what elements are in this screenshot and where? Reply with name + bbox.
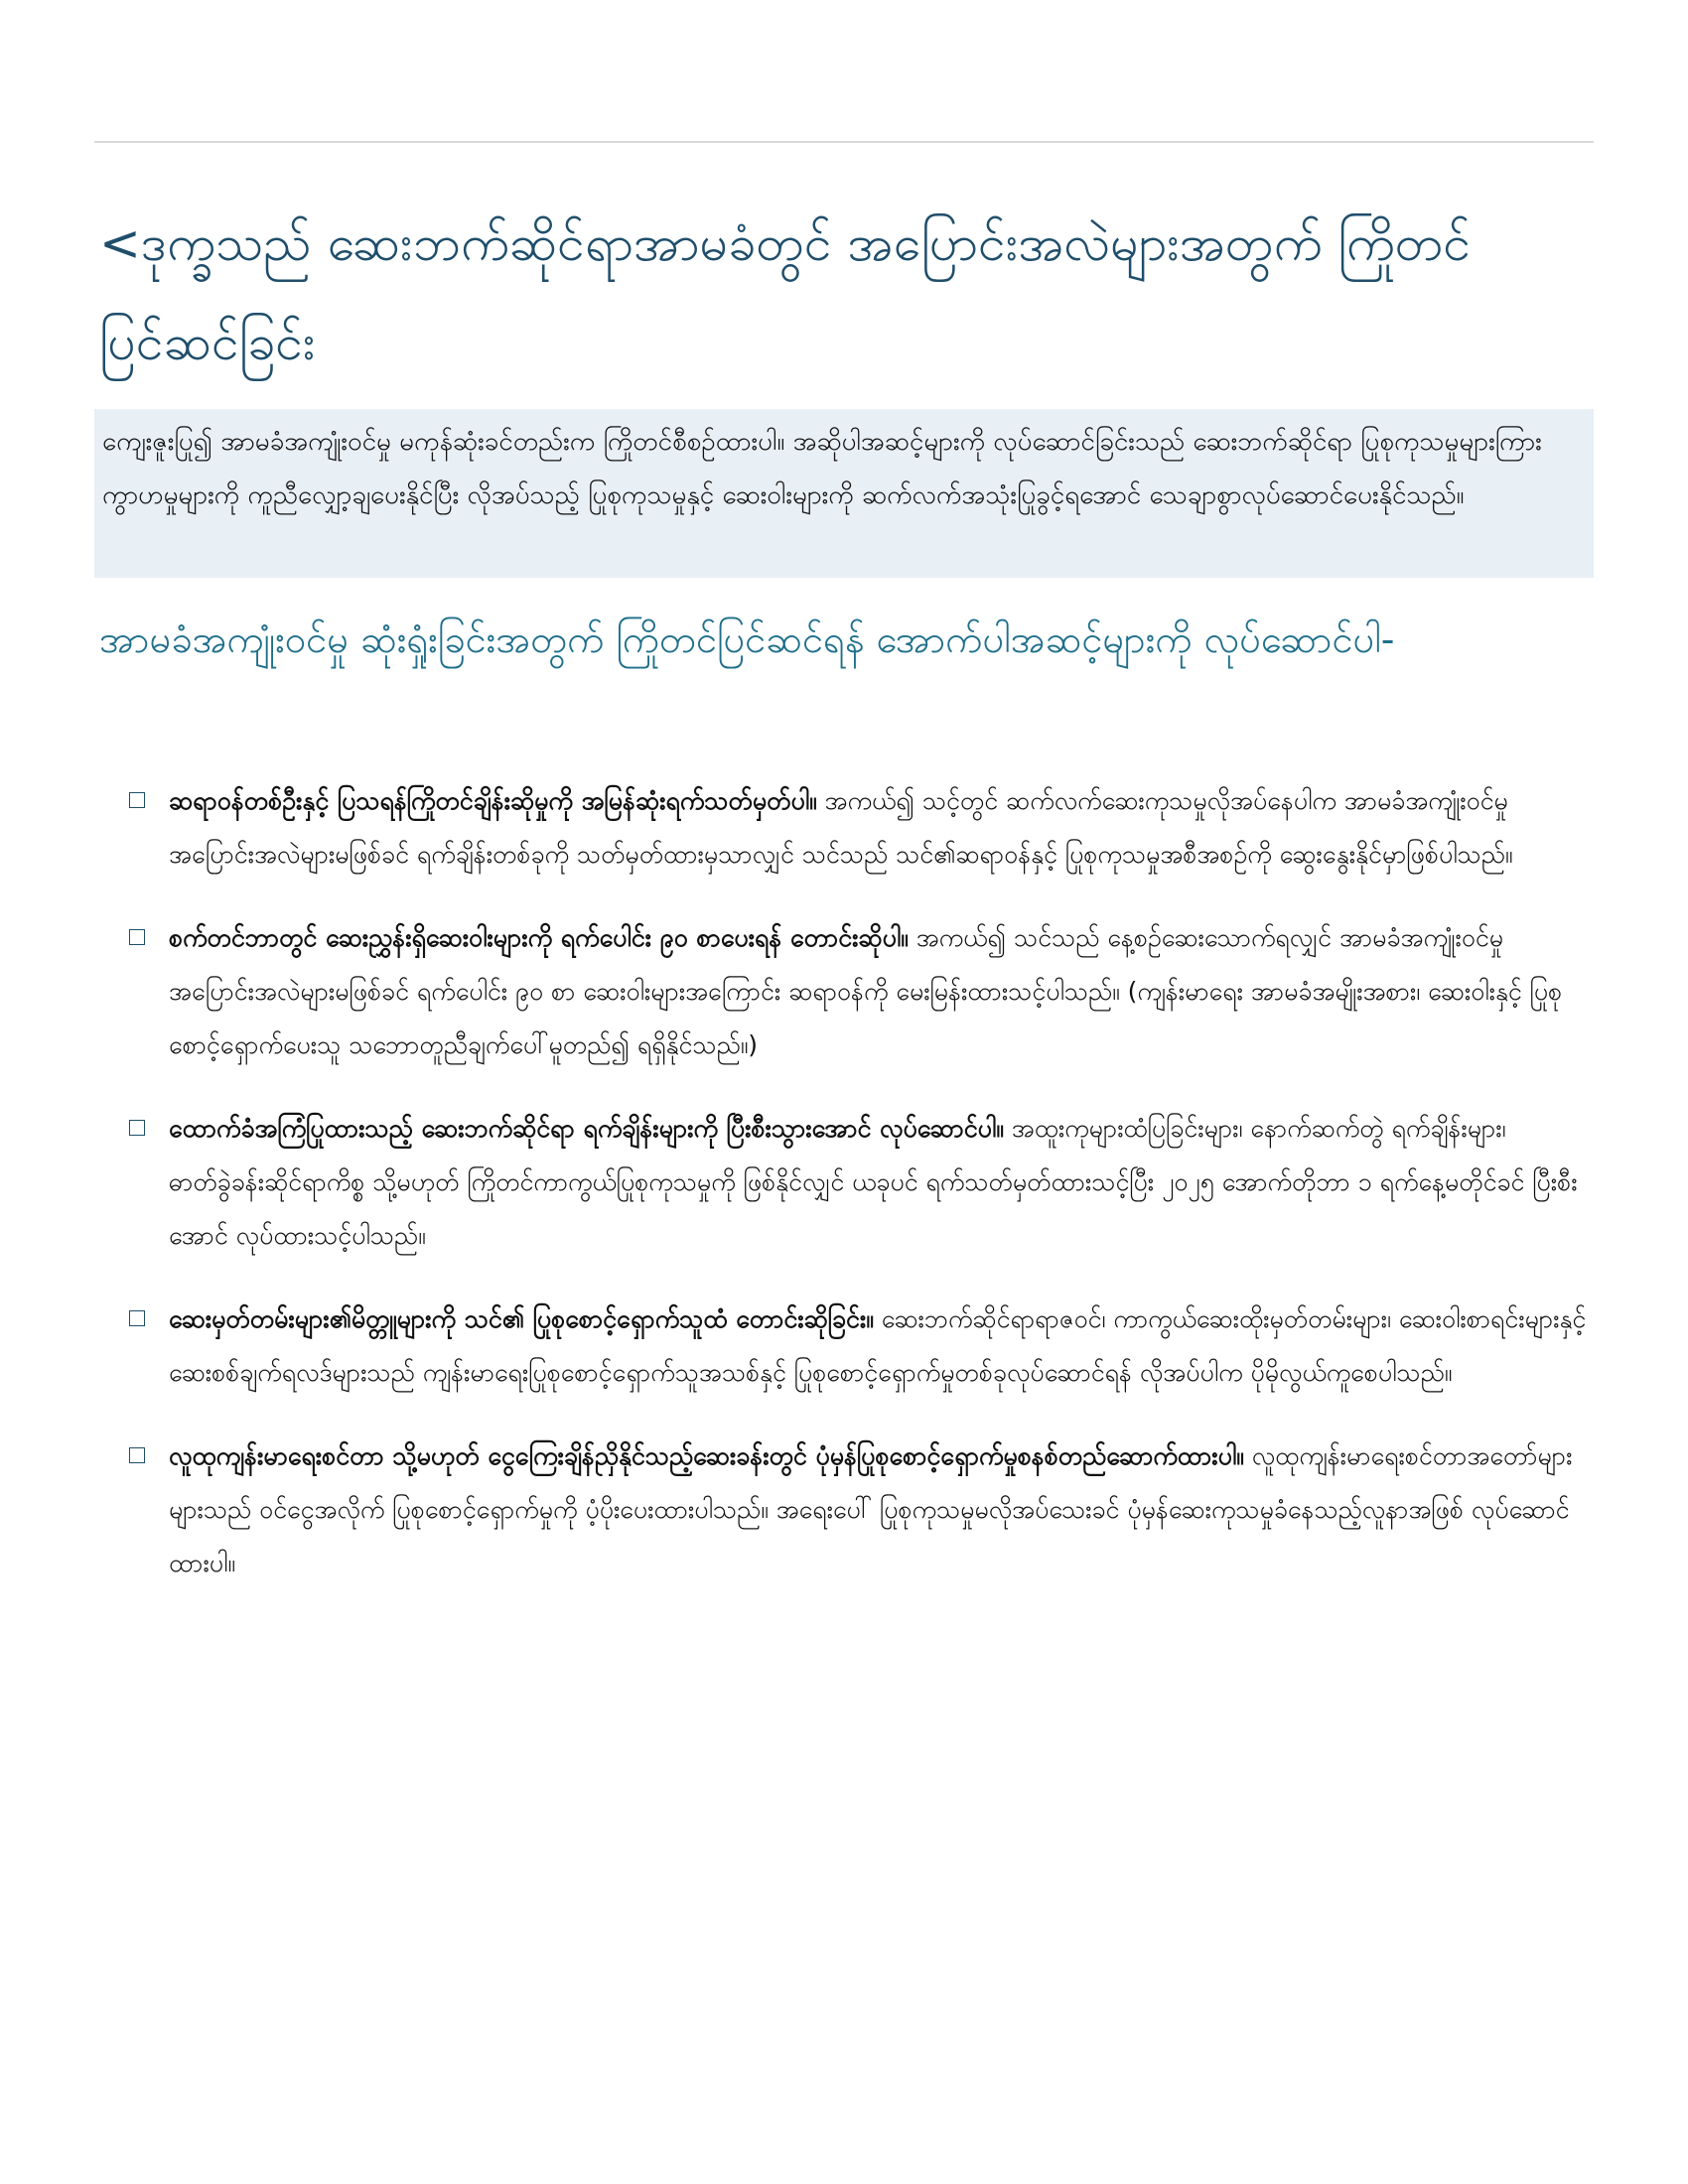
checklist-item-lead: စက်တင်ဘာတွင် ဆေးညွှန်းရှိဆေးဝါးများကို ရက်ပေါင်း ၉၀ စာပေးရန် တောင်းဆိုပါ။ [169,923,909,952]
checkbox-icon [129,1120,145,1136]
checklist-item-body: လူထုကျန်းမာရေးစင်တာအတော်များများသည် ဝင်ငွေအလိုက် ပြုစုစောင့်ရှောက်မှုကို ပံ့ပိုးပေးထားပါသည်။ အရေးပေါ် ပြုစုကုသမှုမလိုအပ်သေးခင် ပုံမှန်ဆေးကုသမှုခံနေသည့်လူနာအဖြစ် လုပ်ဆောင်ထားပါ။ [169,1441,1573,1577]
intro-callout: ကျေးဇူးပြု၍ အာမခံအကျုံးဝင်မှု မကုန်ဆုံးခင်တည်းက ကြိုတင်စီစဉ်ထားပါ။ အဆိုပါအဆင့်များကို လုပ်ဆောင်ခြင်းသည် ဆေးဘက်ဆိုင်ရာ ပြုစုကုသမှုများကြား ကွာဟမှုများကို ကူညီလျှော့ချပေးနိုင်ပြီး လိုအပ်သည့် ပြုစုကုသမှုနှင့် ဆေးဝါးများကို ဆက်လက်အသုံးပြုခွင့်ရအောင် သေချာစွာလုပ်ဆောင်ပေးနိုင်သည်။ [94,409,1594,578]
page-title: <ဒုက္ခသည် ဆေးဘက်ဆိုင်ရာအာမခံတွင် အပြောင်းအလဲများအတွက် ကြိုတင်ပြင်ဆင်ခြင်း [99,214,1472,371]
checkbox-icon [129,792,145,808]
checkbox-icon [129,1310,145,1326]
checklist-item-body: အကယ်၍ သင့်တွင် ဆက်လက်ဆေးကုသမှုလိုအပ်နေပါက အာမခံအကျုံးဝင်မှုအပြောင်းအလဲများမဖြစ်ခင် ရက်ချိန်းတစ်ခုကို သတ်မှတ်ထားမှသာလျှင် သင်သည် သင်၏ဆရာဝန်နှင့် ပြုစုကုသမှုအစီအစဉ်ကို ဆွေးနွေးနိုင်မှာဖြစ်ပါသည်။ [169,786,1513,869]
checklist-item-body: ဆေးဘက်ဆိုင်ရာရာဇဝင်၊ ကာကွယ်ဆေးထိုးမှတ်တမ်းများ၊ ဆေးဝါးစာရင်းများနှင့် ဆေးစစ်ချက်ရလဒ်များသည် ကျန်းမာရေးပြုစုစောင့်ရှောက်သူအသစ်နှင့် ပြုစုစောင့်ရှောက်မှုတစ်ခုလုပ်ဆောင်ရန် လိုအပ်ပါက ပိုမိုလွယ်ကူစေပါသည်။ [169,1304,1587,1387]
checkbox-icon [129,929,145,945]
checklist-item-appointment [129,774,1599,882]
checkbox-icon [129,1447,145,1463]
checklist-item-lead: ထောက်ခံအကြံပြုထားသည့် ဆေးဘက်ဆိုင်ရာ ရက်ချိန်းများကို ပြီးစီးသွားအောင် လုပ်ဆောင်ပါ။ [169,1114,1004,1143]
checklist-item-lead: ဆေးမှတ်တမ်းများ၏မိတ္တူများကို သင်၏ ပြုစုစောင့်ရှောက်သူထံ တောင်းဆိုခြင်း။ [169,1304,874,1333]
checklist-item-prescriptions [129,911,1599,1072]
checklist-item-lead: လူထုကျန်းမာရေးစင်တာ သို့မဟုတ် ငွေကြေးချိန်ညှိနိုင်သည့်ဆေးခန်းတွင် ပုံမှန်ပြုစုစောင့်ရှောက်မှုစနစ်တည်ဆောက်ထားပါ။ [169,1441,1244,1470]
checklist-item-community-clinic [129,1430,1599,1590]
header-divider [94,141,1594,143]
checklist-item-medical-records [129,1293,1599,1400]
checklist-item-recommended-appointments [129,1102,1599,1263]
checklist-item-body: အထူးကုများထံပြခြင်းများ၊ နောက်ဆက်တွဲ ရက်ချိန်းများ၊ ဓာတ်ခွဲခန်းဆိုင်ရာကိစ္စ သို့မဟုတ် ကြိုတင်ကာကွယ်ပြုစုကုသမှုကို ဖြစ်နိုင်လျှင် ယခုပင် ရက်သတ်မှတ်ထားသင့်ပြီး ၂၀၂၅ အောက်တိုဘာ ၁ ရက်နေ့မတိုင်ခင် ပြီးစီးအောင် လုပ်ထားသင့်ပါသည်။ [169,1114,1578,1250]
checklist-item-body: အကယ်၍ သင်သည် နေ့စဉ်ဆေးသောက်ရလျှင် အာမခံအကျုံးဝင်မှု အပြောင်းအလဲများမဖြစ်ခင် ရက်ပေါင်း ၉၀ စာ ဆေးဝါးများအကြောင်း ဆရာဝန်ကို မေးမြန်းထားသင့်ပါသည်။ (ကျန်းမာရေး အာမခံအမျိုးအစား၊ ဆေးဝါးနှင့် ပြုစုစောင့်ရှောက်ပေးသူ သဘောတူညီချက်ပေါ်မူတည်၍ ရရှိနိုင်သည်။) [169,923,1563,1059]
steps-heading: အာမခံအကျုံးဝင်မှု ဆုံးရှုံးခြင်းအတွက် ကြိုတင်ပြင်ဆင်ရန် အောက်ပါအဆင့်များကို လုပ်ဆောင်ပါ- [99,617,1395,661]
checklist [129,774,1599,1620]
checklist-item-lead: ဆရာဝန်တစ်ဦးနှင့် ပြသရန်ကြိုတင်ချိန်းဆိုမှုကို အမြန်ဆုံးရက်သတ်မှတ်ပါ။ [169,786,817,815]
